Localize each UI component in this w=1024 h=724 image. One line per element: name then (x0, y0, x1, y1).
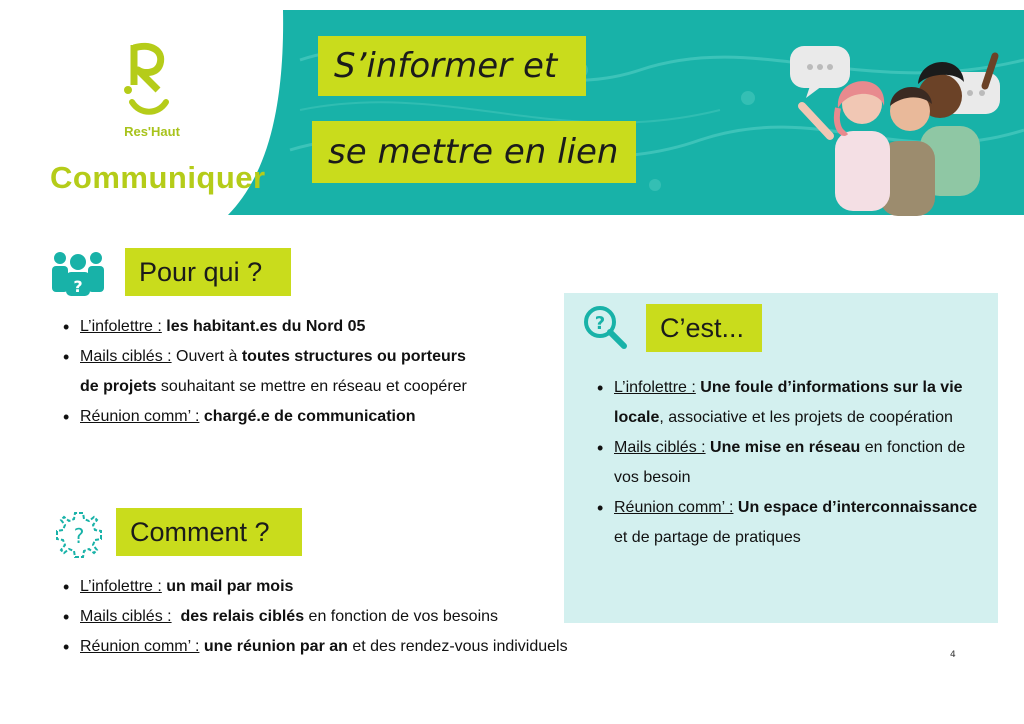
list-item: • Réunion comm’ : chargé.e de communication (60, 402, 480, 432)
list-item: • Mails ciblés : des relais ciblés en fonction de vos besoins (60, 602, 570, 632)
list-item: • L’infolettre : les habitant.es du Nord 05 (60, 312, 480, 342)
list-item: • L’infolettre : un mail par mois (60, 572, 570, 602)
title-line-2: se mettre en lien (312, 121, 636, 183)
svg-text:?: ? (73, 524, 85, 548)
svg-text:?: ? (594, 313, 606, 334)
comment-heading: Comment ? (116, 508, 302, 556)
list-item: • Mails ciblés : Ouvert à toutes structures ou porteurs de projets souhaitant se mettre en réseau et coopérer (60, 342, 480, 402)
cest-list (594, 373, 979, 553)
gear-question-icon (52, 508, 106, 562)
magnifier-question-icon (582, 304, 628, 350)
title-line-1: S’informer et (318, 36, 586, 96)
cest-heading: C’est... (646, 304, 762, 352)
comment-list (60, 572, 570, 662)
svg-text:?: ? (73, 277, 83, 296)
page-number: 4 (950, 650, 956, 660)
group-question-icon (48, 248, 108, 298)
list-item: • L’infolettre : Une foule d’informations sur la vie locale, associative et les projets de coopération (594, 373, 979, 433)
list-item: • Mails ciblés : Une mise en réseau en fonction de vos besoin (594, 433, 979, 493)
section-title: Communiquer (50, 160, 266, 195)
logo (120, 40, 180, 120)
list-item: • Réunion comm’ : une réunion par an et des rendez-vous individuels (60, 632, 570, 662)
list-item: • Réunion comm’ : Un espace d’interconnaissance et de partage de pratiques (594, 493, 979, 553)
people-chat-illustration (780, 36, 1020, 216)
pour-qui-heading: Pour qui ? (125, 248, 291, 296)
brand-name: Res'Haut (124, 124, 180, 139)
pour-qui-list (60, 312, 480, 432)
